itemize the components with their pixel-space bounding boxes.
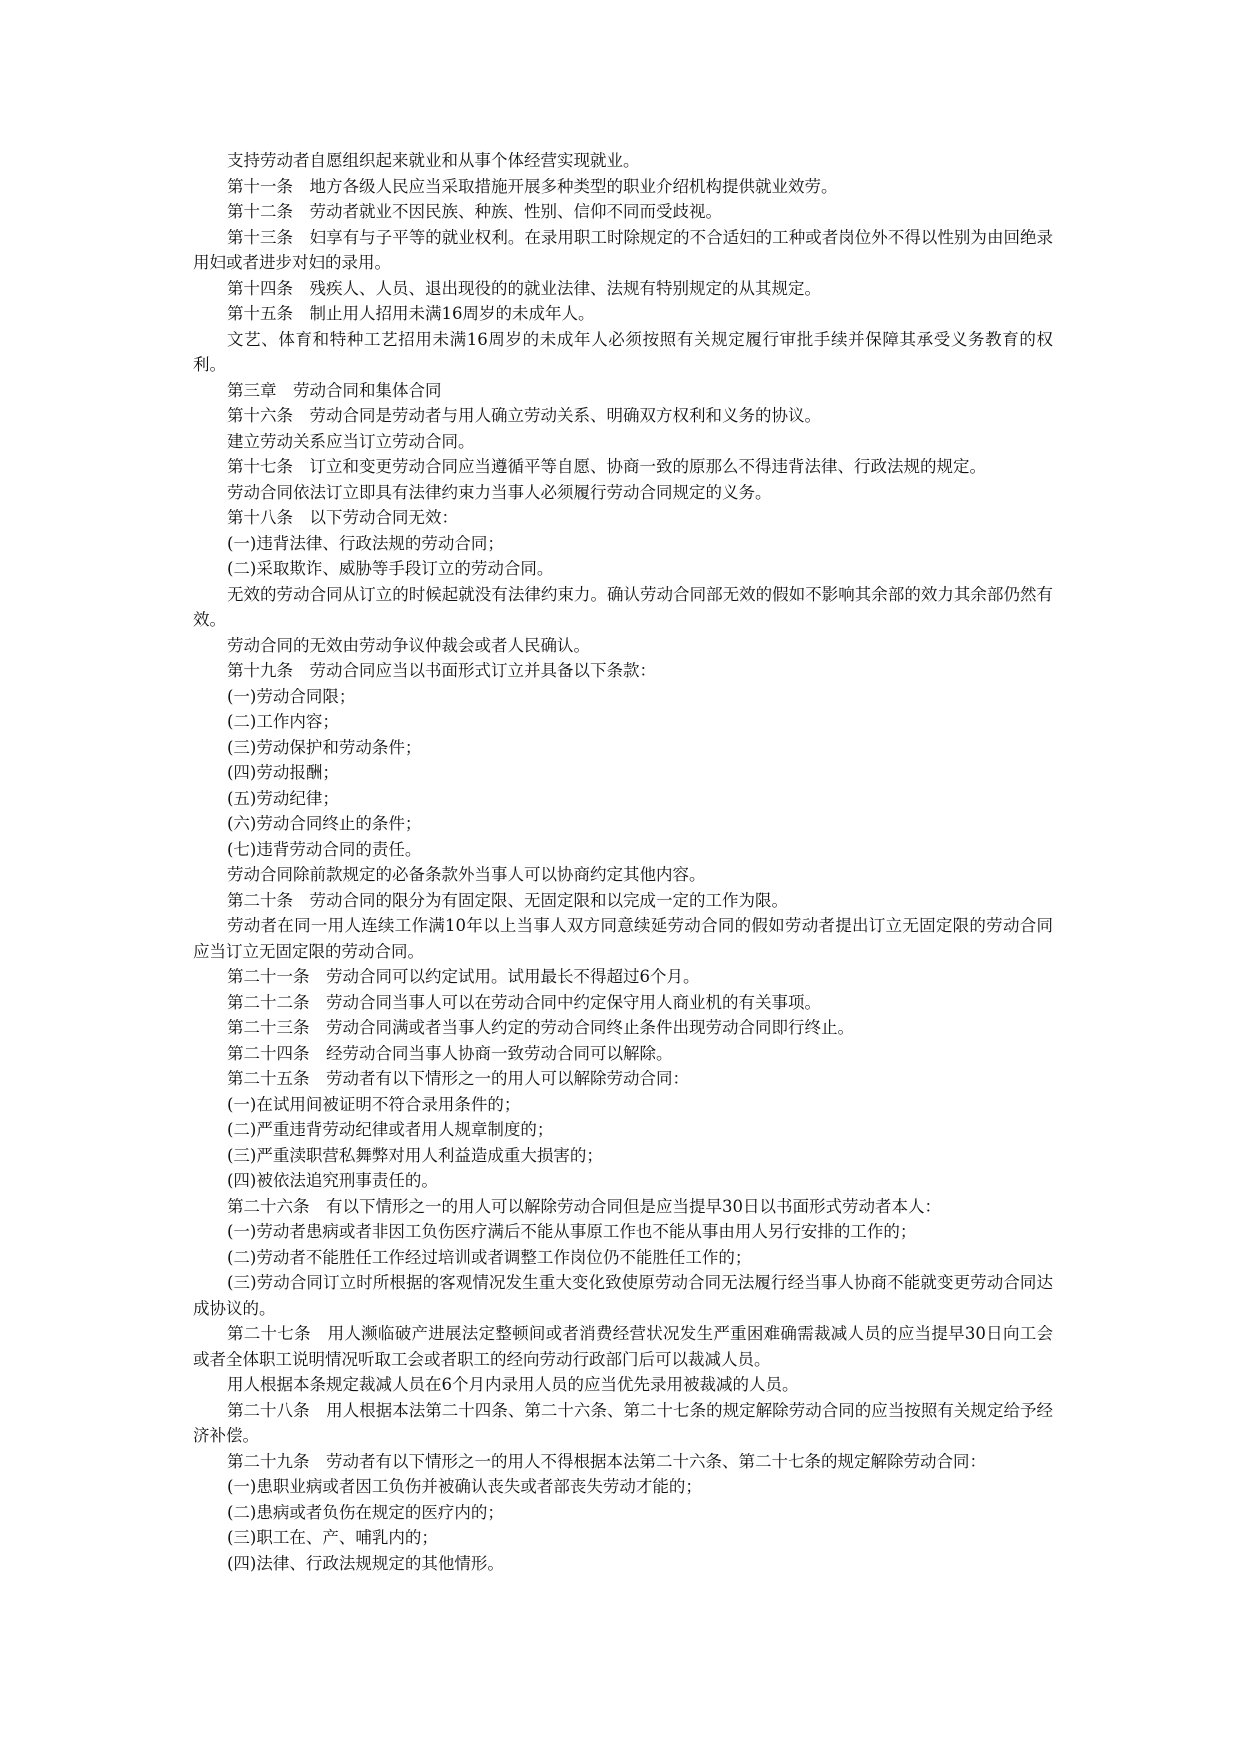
list-item: (一)在试用间被证明不符合录用条件的； (227, 1094, 521, 1114)
article-14: 第十四条 残疾人、人员、退出现役的的就业法律、法规有特别规定的从其规定。 (227, 278, 821, 298)
article-23: 第二十三条 劳动合同满或者当事人约定的劳动合同终止条件出现劳动合同即行终止。 (227, 1018, 854, 1037)
list-item: (二)劳动者不能胜任工作经过培训或者调整工作岗位仍不能胜任工作的； (227, 1247, 752, 1267)
list-item: (四)劳动报酬； (227, 763, 339, 782)
article-18: 第十八条 以下劳动合同无效： (227, 508, 458, 527)
list-item: (七)违背劳动合同的责任。 (227, 839, 422, 859)
document-body (193, 148, 1053, 1576)
paragraph: 劳动者在同一用人连续工作满10年以上当事人双方同意续延劳动合同的假如劳动者提出订立无固定限的劳动合同应当订立无固定限的劳动合同。 (193, 916, 1053, 961)
paragraph: 用人根据本条规定裁减人员在6个月内录用人员的应当优先录用被裁减的人员。 (227, 1375, 799, 1394)
article-29: 第二十九条 劳动者有以下情形之一的用人不得根据本法第二十六条、第二十七条的规定解除劳动合同： (227, 1451, 986, 1471)
list-item: (五)劳动纪律； (227, 788, 339, 808)
list-item: (二)工作内容； (227, 712, 339, 731)
article-20: 第二十条 劳动合同的限分为有固定限、无固定限和以完成一定的工作为限。 (227, 890, 788, 910)
paragraph: 支持劳动者自愿组织起来就业和从事个体经营实现就业。 (227, 151, 640, 170)
article-13: 第十三条 妇享有与子平等的就业权利。在录用职工时除规定的不合适妇的工种或者岗位外不得以性别为由回绝录用妇或者进步对妇的录用。 (193, 227, 1053, 272)
list-item: (一)劳动合同限； (227, 686, 356, 706)
article-15: 第十五条 制止用人招用未满16周岁的未成年人。 (227, 304, 595, 323)
paragraph: 劳动合同依法订立即具有法律约束力当事人必须履行劳动合同规定的义务。 (227, 482, 772, 502)
article-11: 第十一条 地方各级人民应当采取措施开展多种类型的职业介绍机构提供就业效劳。 (227, 176, 838, 196)
article-22: 第二十二条 劳动合同当事人可以在劳动合同中约定保守用人商业机的有关事项。 (227, 992, 821, 1012)
list-item: (四)法律、行政法规规定的其他情形。 (227, 1553, 504, 1573)
list-item: (三)职工在、产、哺乳内的； (227, 1528, 438, 1547)
article-12: 第十二条 劳动者就业不因民族、种族、性别、信仰不同而受歧视。 (227, 202, 722, 221)
article-17: 第十七条 订立和变更劳动合同应当遵循平等自愿、协商一致的原那么不得违背法律、行政法规的规定。 (227, 457, 986, 476)
list-item: (三)劳动合同订立时所根据的客观情况发生重大变化致使原劳动合同无法履行经当事人协商不能就变更劳动合同达成协议的。 (193, 1273, 1053, 1318)
list-item: (二)采取欺诈、威胁等手段订立的劳动合同。 (227, 559, 554, 578)
article-21: 第二十一条 劳动合同可以约定试用。试用最长不得超过6个月。 (227, 967, 700, 986)
article-19: 第十九条 劳动合同应当以书面形式订立并具备以下条款： (227, 661, 656, 680)
list-item: (一)患职业病或者因工负伤并被确认丧失或者部丧失劳动才能的； (227, 1477, 702, 1496)
paragraph: 建立劳动关系应当订立劳动合同。 (227, 431, 475, 451)
article-24: 第二十四条 经劳动合同当事人协商一致劳动合同可以解除。 (227, 1043, 673, 1063)
list-item: (四)被依法追究刑事责任的。 (227, 1171, 438, 1190)
paragraph: 劳动合同除前款规定的必备条款外当事人可以协商约定其他内容。 (227, 865, 706, 884)
list-item: (三)劳动保护和劳动条件； (227, 737, 422, 757)
list-item: (六)劳动合同终止的条件； (227, 814, 422, 833)
list-item: (三)严重渎职营私舞弊对用人利益造成重大损害的； (227, 1145, 603, 1165)
list-item: (二)严重违背劳动纪律或者用人规章制度的； (227, 1120, 554, 1139)
paragraph: 无效的劳动合同从订立的时候起就没有法律约束力。确认劳动合同部无效的假如不影响其余部的效力其余部仍然有效。 (193, 584, 1053, 629)
list-item: (一)违背法律、行政法规的劳动合同； (227, 533, 504, 553)
article-27: 第二十七条 用人濒临破产进展法定整顿间或者消费经营状况发生严重困难确需裁减人员的应当提早30日向工会或者全体职工说明情况听取工会或者职工的经向劳动行政部门后可以裁减人员。 (193, 1324, 1053, 1369)
paragraph: 文艺、体育和特种工艺招用未满16周岁的未成年人必须按照有关规定履行审批手续并保障其承受义务教育的权利。 (193, 329, 1053, 374)
article-26: 第二十六条 有以下情形之一的用人可以解除劳动合同但是应当提早30日以书面形式劳动者本人： (227, 1196, 941, 1216)
paragraph: 劳动合同的无效由劳动争议仲裁会或者人民确认。 (227, 635, 590, 655)
chapter-heading: 第三章 劳动合同和集体合同 (227, 380, 442, 400)
article-16: 第十六条 劳动合同是劳动者与用人确立劳动关系、明确双方权利和义务的协议。 (227, 406, 821, 425)
list-item: (一)劳动者患病或者非因工负伤医疗满后不能从事原工作也不能从事由用人另行安排的工作的； (227, 1222, 917, 1241)
article-25: 第二十五条 劳动者有以下情形之一的用人可以解除劳动合同： (227, 1069, 689, 1088)
article-28: 第二十八条 用人根据本法第二十四条、第二十六条、第二十七条的规定解除劳动合同的应当按照有关规定给予经济补偿。 (193, 1400, 1053, 1445)
list-item: (二)患病或者负伤在规定的医疗内的； (227, 1502, 504, 1522)
